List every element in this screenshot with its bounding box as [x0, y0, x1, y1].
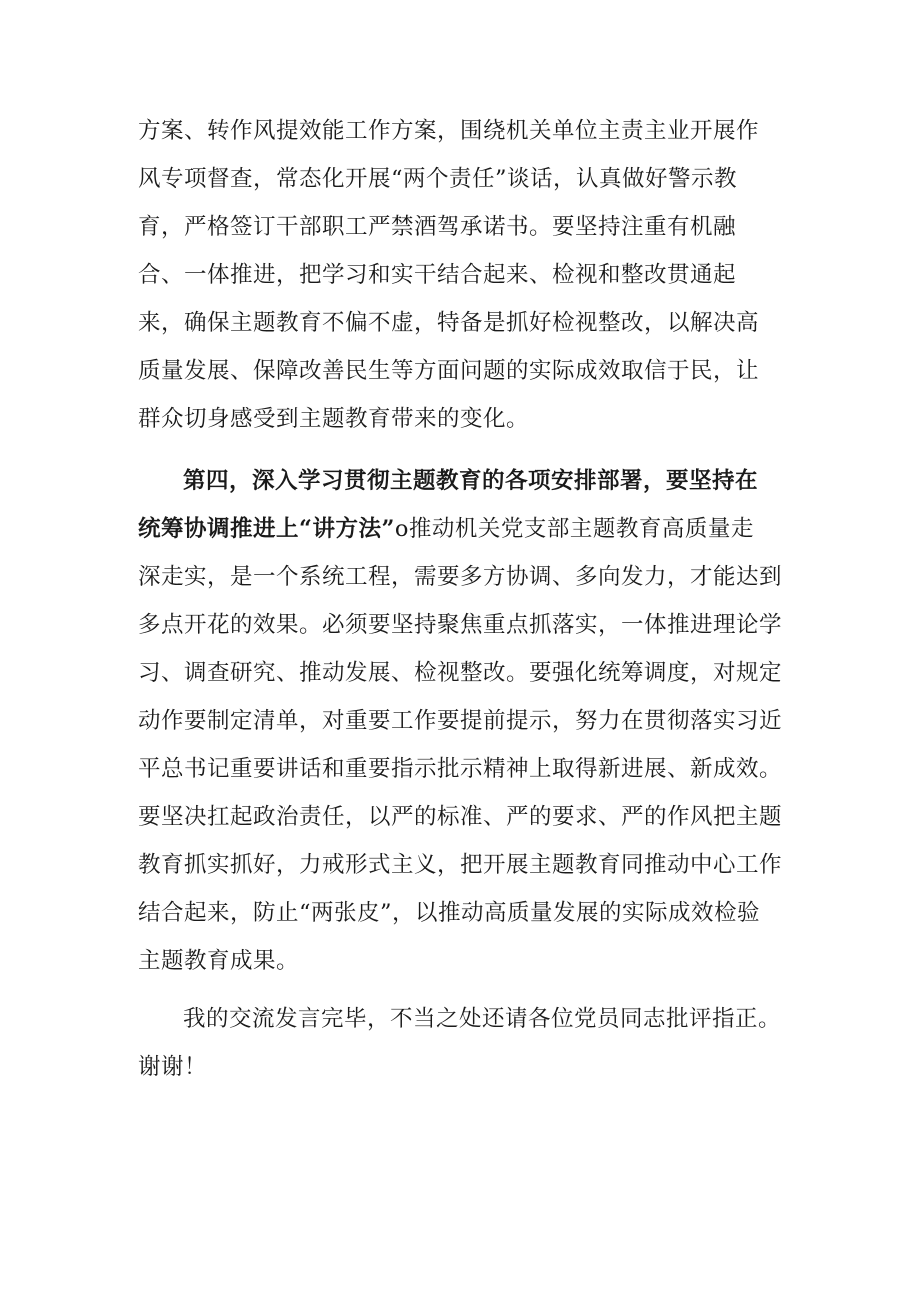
- paragraph-line-rest: o推动机关党支部主题教育高质量走: [394, 516, 754, 542]
- paragraph-line: 结合起来，防止“两张皮”，以推动高质量发展的实际成效检验: [138, 900, 761, 926]
- paragraph-line: 教育抓实抓好，力戒形式主义，把开展主题教育同推动中心工作: [138, 852, 783, 878]
- paragraph-line: 多点开花的效果。必须要坚持聚焦重点抓落实，一体推进理论学: [138, 612, 783, 638]
- section-heading-continuation: [138, 505, 818, 553]
- paragraph-line: 质量发展、保障改善民生等方面问题的实际成效取信于民，让: [138, 358, 760, 384]
- closing-thanks: 谢谢！: [138, 1054, 208, 1080]
- paragraph-1: [138, 107, 818, 443]
- paragraph-2: [138, 457, 818, 985]
- paragraph-line: 要坚决扛起政治责任，以严的标准、严的要求、严的作风把主题: [138, 804, 783, 830]
- paragraph-line: 动作要制定清单，对重要工作要提前提示，努力在贯彻落实习近: [138, 708, 783, 734]
- closing-line: 我的交流发言完毕，不当之处还请各位党员同志批评指正。: [183, 1006, 782, 1032]
- paragraph-line: 育，严格签订干部职工严禁酒驾承诺书。要坚持注重有机融: [138, 214, 737, 240]
- paragraph-line: 来，确保主题教育不偏不虚，特备是抓好检视整改，以解决高: [138, 310, 760, 336]
- paragraph-3: [138, 995, 818, 1091]
- section-heading-line: 第四，深入学习贯彻主题教育的各项安排部署，要坚持在: [183, 468, 759, 494]
- paragraph-line: 主题教育成果。: [138, 948, 300, 974]
- paragraph-line: 风专项督查，常态化开展“两个责任”谈话，认真做好警示教: [138, 166, 738, 192]
- section-heading-bold: 统筹协调推进上“讲方法”: [138, 516, 395, 542]
- paragraph-line: 平总书记重要讲话和重要指示批示精神上取得新进展、新成效。: [138, 756, 783, 782]
- paragraph-line: 习、调查研究、推动发展、检视整改。要强化统筹调度，对规定: [138, 660, 783, 686]
- paragraph-line: 方案、转作风提效能工作方案，围绕机关单位主责主业开展作: [138, 118, 760, 144]
- paragraph-line: 群众切身感受到主题教育带来的变化。: [138, 406, 530, 432]
- paragraph-line: 深走实，是一个系统工程，需要多方协调、多向发力，才能达到: [138, 564, 783, 590]
- paragraph-line: 合、一体推进，把学习和实干结合起来、检视和整改贯通起: [138, 262, 737, 288]
